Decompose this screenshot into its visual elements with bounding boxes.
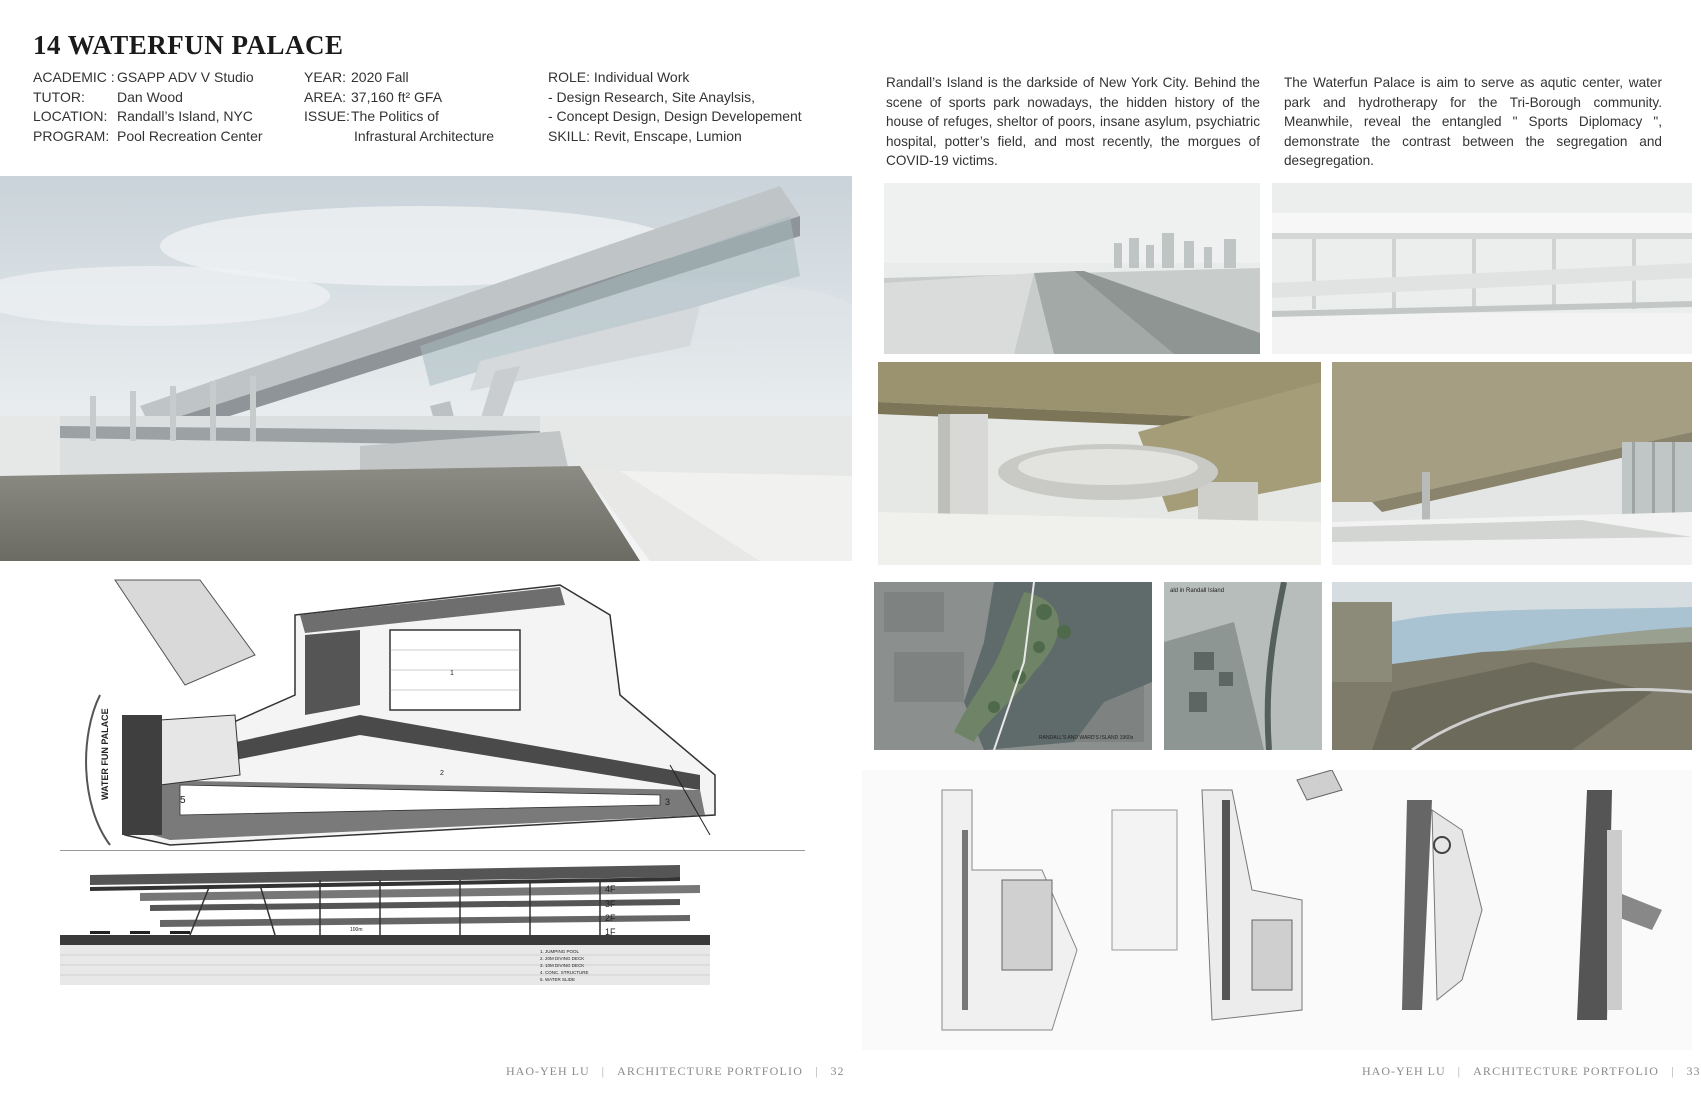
academic-label: ACADEMIC : bbox=[33, 69, 115, 85]
legend-item-5: 5. WATER SLIDE bbox=[540, 977, 576, 982]
footer-right-name: HAO-YEH LU bbox=[1362, 1064, 1446, 1078]
meta-column-3 bbox=[548, 68, 838, 146]
meta-column-2 bbox=[304, 68, 524, 146]
plan-area-2: 2 bbox=[440, 770, 444, 777]
section-level-1f: 1F bbox=[605, 927, 616, 937]
plan-area-1: 1 bbox=[450, 670, 454, 677]
academic-value: GSAPP ADV V Studio bbox=[117, 69, 254, 85]
plan-area-3: 3 bbox=[665, 797, 671, 807]
legend-item-1: 1. JUMPING POOL bbox=[540, 949, 580, 954]
footer-right-text: ARCHITECTURE PORTFOLIO bbox=[1473, 1064, 1660, 1078]
footer-right-page: 33 bbox=[1686, 1064, 1701, 1078]
legend-item-3: 3. 10M DIVING DECK bbox=[540, 963, 585, 968]
map2-caption: ald in Randall Island bbox=[1170, 588, 1225, 594]
pool-deck-rendering bbox=[1272, 183, 1692, 354]
hero-rendering bbox=[0, 176, 852, 561]
task-line-1: - Design Research, Site Anaylsis, bbox=[548, 88, 755, 105]
ramp-interior-rendering bbox=[878, 362, 1321, 565]
plan-area-5: 5 bbox=[180, 795, 186, 806]
program-value: Pool Recreation Center bbox=[117, 127, 263, 144]
footer-left: HAO-YEH LU | ARCHITECTURE PORTFOLIO | 32 bbox=[506, 1064, 845, 1078]
historic-map bbox=[1164, 582, 1322, 750]
year-value: 2020 Fall bbox=[351, 69, 409, 85]
meta-column-1 bbox=[33, 68, 283, 146]
scale-bar-end: 100m bbox=[350, 927, 363, 933]
issue-value-line1: The Politics of bbox=[351, 108, 439, 124]
plan-side-label: WATER FUN PALACE bbox=[100, 708, 110, 800]
program-label: PROGRAM: bbox=[33, 127, 110, 144]
area-value: 37,160 ft² GFA bbox=[351, 88, 443, 105]
project-title: 14 WATERFUN PALACE bbox=[33, 30, 344, 60]
floor-plans-row bbox=[862, 770, 1692, 1050]
site-plan-and-section bbox=[60, 575, 805, 1035]
section-level-2f: 2F bbox=[605, 913, 616, 923]
legend-item-2: 2. 20M DIVING DECK bbox=[540, 956, 585, 961]
issue-value-line2: Infrastural Architecture bbox=[354, 127, 495, 144]
footer-left-page: 32 bbox=[830, 1064, 845, 1078]
area-label: AREA: bbox=[304, 88, 347, 105]
footer-left-text: ARCHITECTURE PORTFOLIO bbox=[617, 1064, 804, 1078]
year-label: YEAR: bbox=[304, 69, 347, 85]
section-level-3f: 3F bbox=[605, 899, 616, 909]
issue-label: ISSUE: bbox=[304, 108, 350, 124]
canopy-rendering bbox=[1332, 362, 1692, 565]
legend-item-4: 4. CONC. STRUCTURE bbox=[540, 970, 589, 975]
tutor-value: Dan Wood bbox=[117, 88, 183, 105]
map1-caption: RANDALL'S AND WARD'S ISLAND 1960s bbox=[1039, 735, 1134, 741]
section-level-4f: 4F bbox=[605, 884, 616, 894]
location-value: Randall’s Island, NYC bbox=[117, 108, 253, 124]
aerial-photo bbox=[1332, 582, 1692, 750]
location-label: LOCATION: bbox=[33, 108, 108, 124]
promenade-rendering bbox=[884, 183, 1260, 354]
role-line: ROLE: Individual Work bbox=[548, 69, 690, 85]
task-line-2: - Concept Design, Design Developement bbox=[548, 108, 802, 124]
site-paragraph: Randall’s Island is the darkside of New York City. Behind the scene of sports park nowadays, the hidden history of the house of refuges, sheltor of poors, insane asylum, psychiatric hospital, potter’s field, and most recently, the morgues of COVID-19 victims. bbox=[886, 75, 1260, 168]
skill-line: SKILL: Revit, Enscape, Lumion bbox=[548, 127, 742, 144]
footer-right: HAO-YEH LU | ARCHITECTURE PORTFOLIO | 33 bbox=[1362, 1064, 1701, 1078]
island-map bbox=[874, 582, 1152, 750]
program-paragraph: The Waterfun Palace is aim to serve as aqutic center, water park and hydrotherapy for the Tri-Borough community. Meanwhile, reveal the entangled " Sports Diplomacy ", demonstrate the contrast between the segregation and desegregation. bbox=[1284, 75, 1662, 168]
footer-left-name: HAO-YEH LU bbox=[506, 1064, 590, 1078]
tutor-label: TUTOR: bbox=[33, 88, 85, 105]
